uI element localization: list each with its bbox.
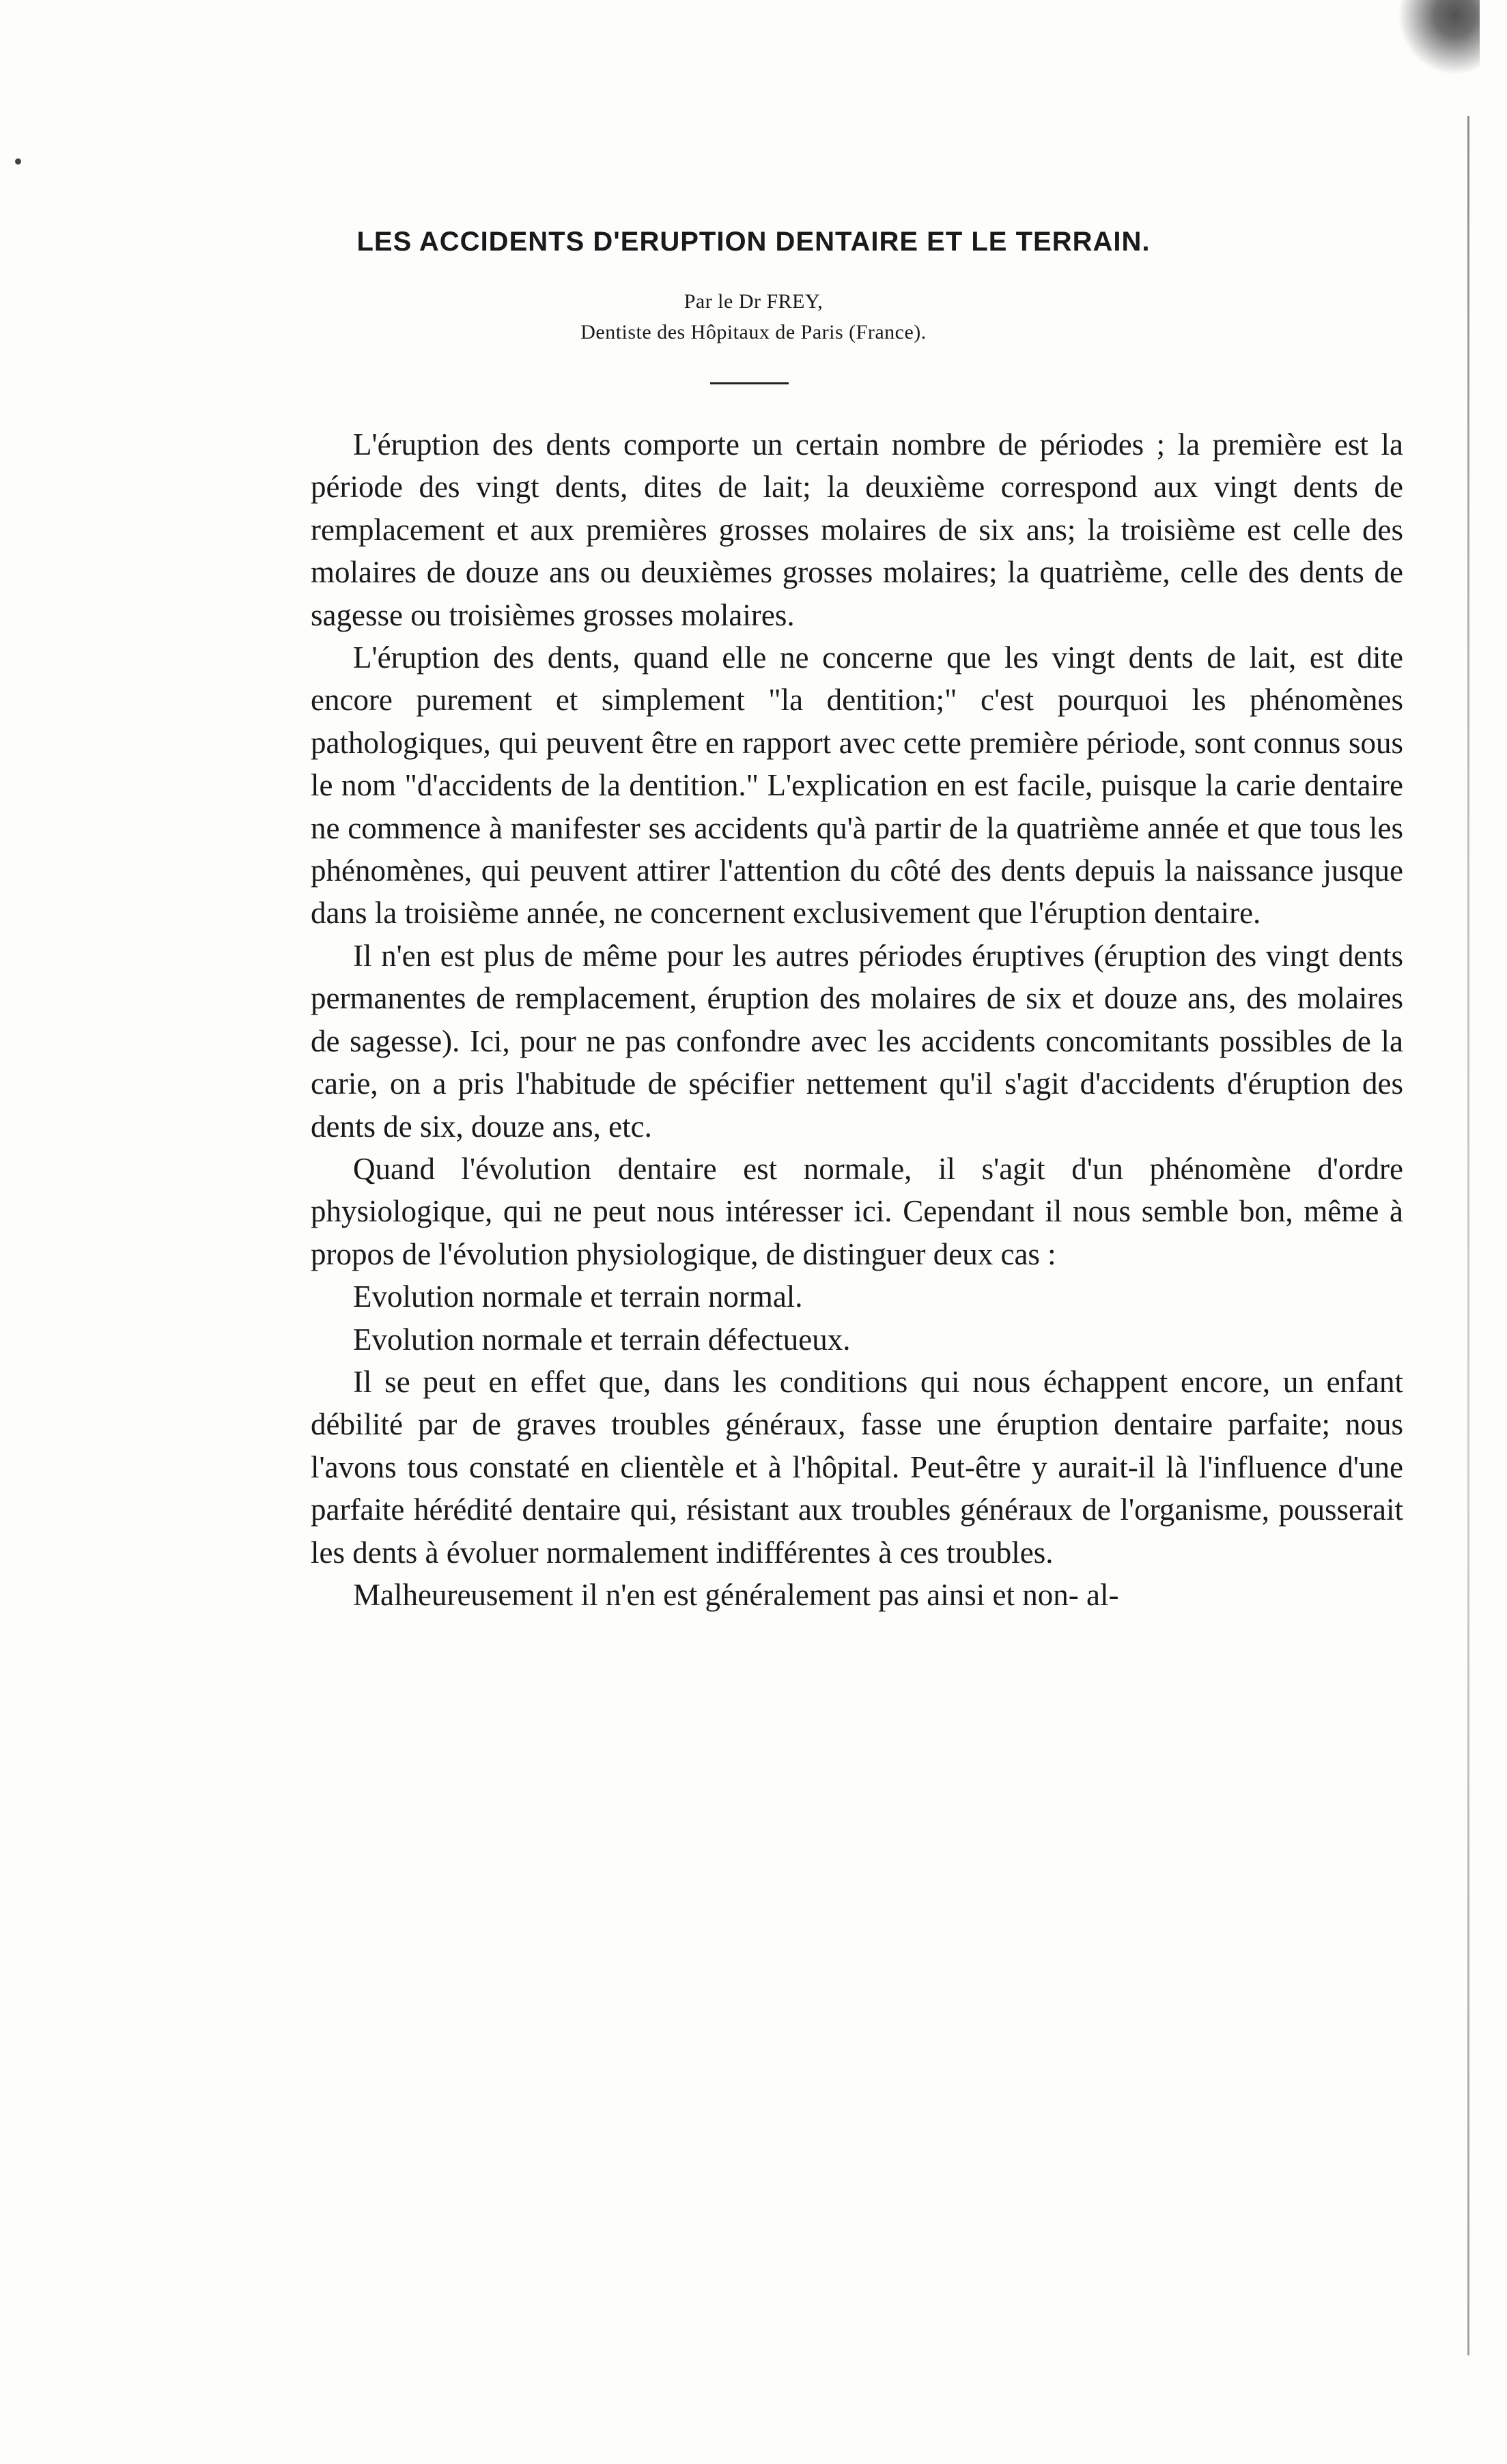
- paragraph: Il n'en est plus de même pour les autres périodes éruptives (éruption des vingt dents permanentes de remplacement, éruption des molaires de six et douze ans, des molaires de sagesse). Ici, pour ne pas confondre avec les accidents concomitants possibles de la carie, on a pris l'habitude de spécifier nettement qu'il s'agit d'accidents d'éruption des dents de six, douze ans, etc.: [311, 938, 1403, 1144]
- affiliation-line: Dentiste des Hôpitaux de Paris (France).: [580, 321, 927, 343]
- paragraph: L'éruption des dents comporte un certain nombre de périodes ; la première est la période des vingt dents, dites de lait; la deuxième correspond aux vingt dents de remplacement et aux premières grosses molaires de six ans; la troisième est celle des molaires de douze ans ou deuxièmes grosses molaires; la quatrième, celle des dents de sagesse ou troisièmes grosses molaires.: [311, 427, 1403, 632]
- scan-corner-smudge: [1398, 0, 1480, 75]
- paragraph: Malheureusement il n'en est généralement pas ainsi et non- al-: [353, 1577, 1119, 1612]
- paragraph: L'éruption des dents, quand elle ne concerne que les vingt dents de lait, est dite encore purement et simplement "la dentition;" c'est pourquoi les phénomènes pathologiques, qui peuvent être en rapport avec cette première période, sont connus sous le nom "d'accidents de la dentition." L'explication en est facile, puisque la carie dentaire ne commence à manifester ses accidents qu'à partir de la quatrième année et que tous les phénomènes, qui peuvent attirer l'attention du côté des dents depuis la naissance jusque dans la troisième année, ne concernent exclusivement que l'éruption dentaire.: [311, 640, 1403, 931]
- paragraph: Evolution normale et terrain normal.: [353, 1279, 803, 1314]
- scan-edge-line: [1467, 116, 1469, 2355]
- title-divider: [710, 382, 789, 384]
- paragraph: Evolution normale et terrain défectueux.: [353, 1322, 851, 1357]
- scan-stray-mark: [15, 158, 21, 165]
- article-body: [311, 423, 1403, 1616]
- paragraph: Il se peut en effet que, dans les conditions qui nous échappent encore, un enfant débilité par de graves troubles généraux, fasse une éruption dentaire parfaite; nous l'avons tous constaté en clientèle et à l'hôpital. Peut-être y aurait-il là l'influence d'une parfaite hérédité dentaire qui, résistant aux troubles généraux de l'organisme, pousserait les dents à évoluer normalement indifférentes à ces troubles.: [311, 1364, 1403, 1570]
- paragraph: Quand l'évolution dentaire est normale, il s'agit d'un phénomène d'ordre physiologique, qui ne peut nous intéresser ici. Cependant il nous semble bon, même à propos de l'évolution physiologique, de distinguer deux cas :: [311, 1151, 1403, 1271]
- article-title: LES ACCIDENTS D'ERUPTION DENTAIRE ET LE TERRAIN.: [356, 227, 1151, 257]
- author-line: Par le Dr FREY,: [684, 290, 823, 313]
